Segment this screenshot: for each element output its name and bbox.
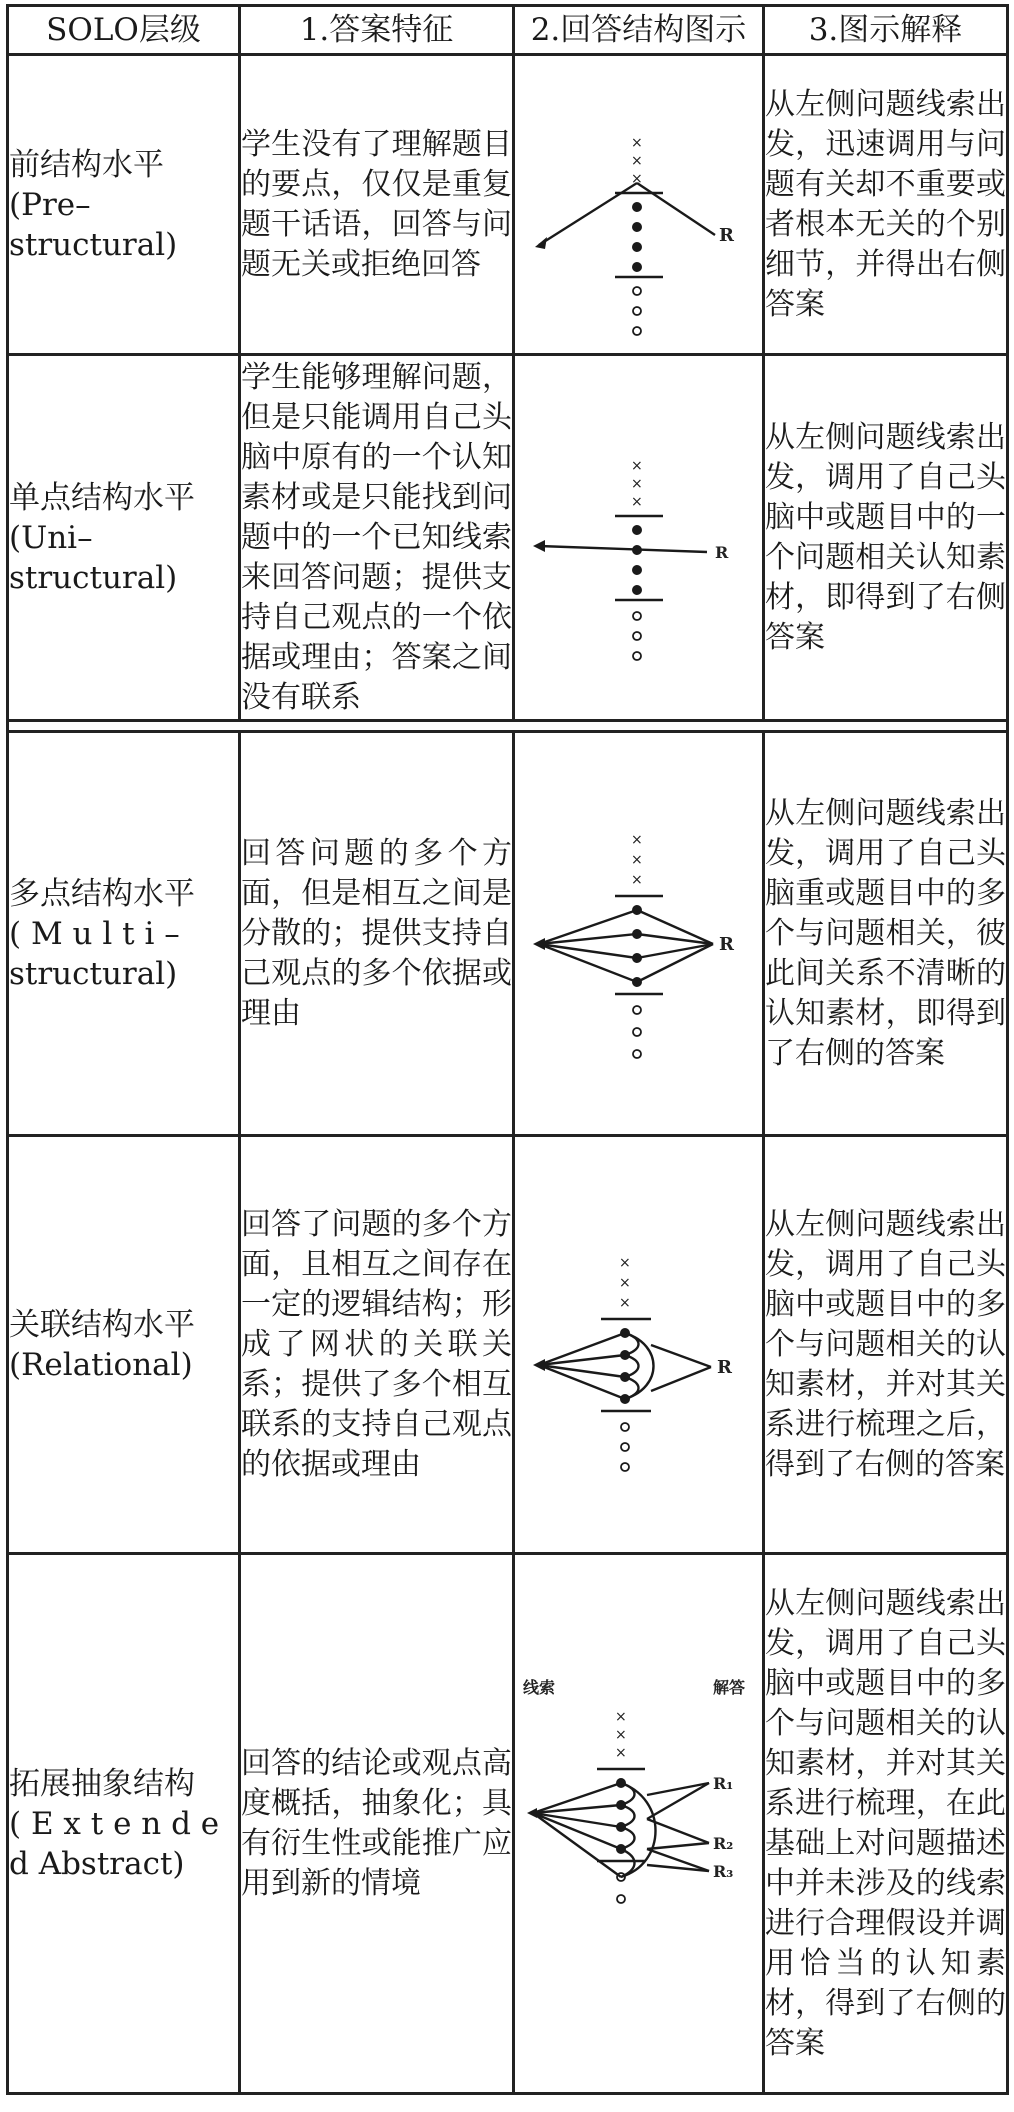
table-row-pre-structural	[8, 55, 1008, 355]
solo-taxonomy-table	[6, 4, 1009, 2095]
header-answer-features: 1.答案特征	[240, 6, 514, 55]
table-row-uni-structural	[8, 355, 1008, 721]
answer-label: R	[718, 933, 734, 955]
features-cell: 回答了问题的多个方面，且相互之间存在一定的逻辑结构；形成了网状的关联关系；提供了多个相互联系的支持自己观点的依据或理由	[240, 1136, 514, 1554]
level-cell	[8, 1554, 240, 2094]
level-cell	[8, 1136, 240, 1554]
diagram-cell	[514, 1136, 764, 1554]
table-row-extended-abstract	[8, 1554, 1008, 2094]
features-cell: 学生没有了理解题目的要点，仅仅是重复题干话语，回答与问题无关或拒绝回答	[240, 55, 514, 355]
diagram-cell	[514, 355, 764, 721]
features-cell: 回答的结论或观点高度概括，抽象化；具有衍生性或能推广应用到新的情境	[240, 1554, 514, 2094]
svg-text:×: ×	[630, 493, 643, 510]
features-cell: 学生能够理解问题，但是只能调用自己头脑中原有的一个认知素材或是只能找到问题中的一个已知线索来回答问题；提供支持自己观点的一个依据或理由；答案之间没有联系	[240, 355, 514, 721]
level-name-cn: 单点结构水平	[9, 479, 195, 516]
answer-r1-label: R₁	[712, 1773, 733, 1793]
level-cell	[8, 55, 240, 355]
header-structure-diagram: 2.回答结构图示	[514, 6, 764, 55]
level-cell	[8, 355, 240, 721]
level-name-en: ( E x t e n d e d Abstract)	[9, 1805, 220, 1882]
answer-label: R	[714, 542, 728, 562]
level-name-en: (Relational)	[9, 1346, 193, 1383]
answer-label: R	[716, 1356, 732, 1378]
svg-text:×: ×	[630, 831, 643, 848]
uni-structural-diagram	[519, 388, 759, 688]
explanation-cell: 从左侧问题线索出发，调用了自己头脑中或题目中的多个与问题相关的认知素材，并对其关系进行梳理，在此基础上对问题描述中并未涉及的线索进行合理假设并调用恰当的认知素材，得到了右侧的答案	[764, 1554, 1008, 2094]
svg-text:×: ×	[614, 1726, 627, 1743]
diagram-cell	[514, 55, 764, 355]
multi-structural-diagram	[519, 774, 759, 1094]
answer-r3-label: R₃	[712, 1861, 733, 1881]
svg-text:×: ×	[630, 457, 643, 474]
explanation-cell: 从左侧问题线索出发，调用了自己头脑中或题目中的一个问题相关认知素材，即得到了右侧答案	[764, 355, 1008, 721]
level-name-en: (Uni–structural)	[9, 519, 178, 596]
clue-label: 线索	[522, 1677, 555, 1697]
explanation-cell: 从左侧问题线索出发，调用了自己头脑重或题目中的多个与问题相关，彼此间关系不清晰的认知素材，即得到了右侧的答案	[764, 732, 1008, 1136]
section-gap	[8, 721, 1008, 732]
svg-text:×: ×	[630, 134, 643, 151]
svg-text:×: ×	[630, 475, 643, 492]
svg-text:×: ×	[630, 851, 643, 868]
table-row-multi-structural	[8, 732, 1008, 1136]
answer-label: R	[718, 224, 734, 246]
explanation-cell: 从左侧问题线索出发，迅速调用与问题有关却不重要或者根本无关的个别细节，并得出右侧答案	[764, 55, 1008, 355]
svg-text:×: ×	[614, 1744, 627, 1761]
level-name-cn: 前结构水平	[9, 146, 164, 183]
diagram-cell	[514, 732, 764, 1136]
level-name-cn: 关联结构水平	[9, 1306, 195, 1343]
header-row	[8, 6, 1008, 55]
svg-text:×: ×	[630, 871, 643, 888]
svg-text:×: ×	[618, 1294, 631, 1311]
features-cell: 回答问题的多个方面，但是相互之间是分散的；提供支持自己观点的多个依据或理由	[240, 732, 514, 1136]
svg-text:×: ×	[618, 1254, 631, 1271]
level-name-en: ( M u l t i – structural)	[9, 915, 180, 992]
explanation-cell: 从左侧问题线索出发，调用了自己头脑中或题目中的多个与问题相关的认知素材，并对其关系进行梳理之后，得到了右侧的答案	[764, 1136, 1008, 1554]
solution-label: 解答	[712, 1677, 745, 1697]
table-row-relational	[8, 1136, 1008, 1554]
svg-text:×: ×	[614, 1708, 627, 1725]
relational-diagram	[519, 1195, 759, 1495]
diagram-cell	[514, 1554, 764, 2094]
svg-text:×: ×	[618, 1274, 631, 1291]
level-name-cn: 拓展抽象结构	[9, 1765, 195, 1802]
answer-r2-label: R₂	[712, 1833, 733, 1853]
level-name-en: (Pre–structural)	[9, 186, 178, 263]
header-solo-level: SOLO层级	[8, 6, 240, 55]
extended-abstract-diagram	[517, 1659, 761, 1989]
level-name-cn: 多点结构水平	[9, 875, 195, 912]
svg-text:×: ×	[630, 170, 643, 187]
svg-text:×: ×	[630, 152, 643, 169]
header-diagram-explanation: 3.图示解释	[764, 6, 1008, 55]
level-cell	[8, 732, 240, 1136]
pre-structural-diagram	[519, 65, 759, 345]
